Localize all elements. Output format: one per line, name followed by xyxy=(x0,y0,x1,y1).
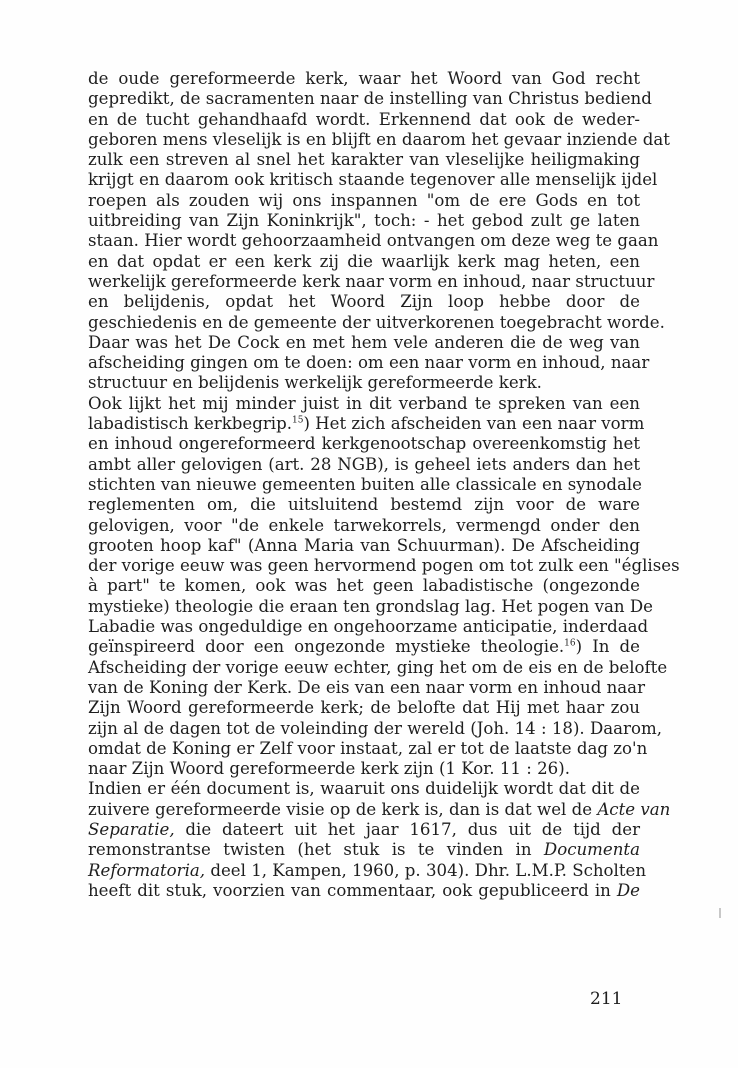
text-line xyxy=(88,292,640,312)
text-line xyxy=(88,150,640,170)
text-segment: afscheiding gingen om te doen: om een naar vorm en inhoud, naar xyxy=(88,353,650,373)
text-segment: staan. Hier wordt gehoorzaamheid ontvangen om deze weg te gaan xyxy=(88,231,659,251)
text-line xyxy=(88,434,640,454)
text-line xyxy=(88,394,640,414)
text-segment: Afscheiding der vorige eeuw echter, ging het om de eis en de belofte xyxy=(88,657,668,677)
text-line xyxy=(88,516,640,536)
text-segment: à part" te komen, ook was het geen labadistische (ongezonde xyxy=(88,576,640,596)
page-number: 211 xyxy=(590,989,623,1009)
text-segment: stichten van nieuwe gemeenten buiten alle classicale en synodale xyxy=(88,474,642,494)
text-segment: werkelijk gereformeerde kerk naar vorm en inhoud, naar structuur xyxy=(88,271,655,291)
text-segment: ) Het zich afscheiden van een naar vorm xyxy=(303,414,645,434)
text-line xyxy=(88,840,640,860)
text-line xyxy=(88,881,640,901)
text-segment: en inhoud ongereformeerd kerkgenootschap overeenkomstig het xyxy=(88,434,640,454)
text-line xyxy=(88,414,645,434)
text-line xyxy=(88,637,640,657)
text-segment: remonstrantse twisten (het stuk is te vinden in xyxy=(88,840,544,860)
text-line xyxy=(88,820,640,840)
text-line xyxy=(88,677,646,698)
text-segment: en de tucht gehandhaafd wordt. Erkennend dat ook de weder- xyxy=(88,109,640,129)
text-line xyxy=(88,596,653,617)
text-line xyxy=(88,353,650,373)
text-segment: geboren mens vleselijk is en blijft en daarom het gevaar inziende dat xyxy=(88,129,670,149)
text-segment: Documenta xyxy=(543,840,640,860)
text-segment: zulk een streven al snel het karakter van vleselijke heiligmaking xyxy=(88,150,640,170)
text-line xyxy=(88,129,670,150)
text-line xyxy=(88,333,640,353)
text-segment: gelovigen, voor "de enkele tarwekorrels, vermengd onder den xyxy=(88,515,640,535)
text-segment: Labadie was ongeduldige en ongehoorzame anticipatie, inderdaad xyxy=(88,617,649,637)
text-segment: de oude gereformeerde kerk, waar het Woord van God recht xyxy=(88,69,640,88)
footnote-ref: 16 xyxy=(564,638,576,649)
body-text xyxy=(88,69,680,901)
text-line xyxy=(88,738,648,759)
text-segment: labadistisch kerkbegrip. xyxy=(88,414,292,434)
text-line xyxy=(88,475,640,495)
text-line xyxy=(88,373,640,393)
text-segment: krijgt en daarom ook kritisch staande tegenover alle menselijk ijdel xyxy=(88,170,658,190)
text-segment: van de Koning der Kerk. De eis van een naar vorm en inhoud naar xyxy=(88,677,646,697)
text-line xyxy=(88,231,659,251)
text-segment: geïnspireerd door een ongezonde mystieke theologie. xyxy=(88,637,565,657)
text-segment: uitbreiding van Zijn Koninkrijk", toch: - het gebod zult ge laten xyxy=(88,211,640,231)
text-segment: en dat opdat er een kerk zij die waarlijk kerk mag heten, een xyxy=(88,251,640,271)
text-line xyxy=(88,191,640,211)
text-line xyxy=(88,110,640,130)
text-segment: Zijn Woord gereformeerde kerk; de belofte dat Hij met haar zou xyxy=(88,698,640,718)
text-segment: Indien er één document is, waaruit ons duidelijk wordt dat dit de xyxy=(88,779,640,799)
text-line xyxy=(88,170,658,190)
text-segment: die dateert uit het jaar 1617, dus uit de tijd der xyxy=(174,819,640,839)
text-line xyxy=(88,69,640,89)
text-line xyxy=(88,495,640,515)
text-line xyxy=(88,536,640,556)
text-segment: gepredikt, de sacramenten naar de instelling van Christus bediend xyxy=(88,89,652,109)
text-segment: De xyxy=(616,880,640,900)
text-segment: mystieke) theologie die eraan ten grondslag lag. Het pogen van De xyxy=(88,596,653,616)
text-line xyxy=(88,718,662,739)
text-line xyxy=(88,860,647,881)
text-line xyxy=(88,271,655,292)
text-line xyxy=(88,617,649,637)
text-segment: roepen als zouden wij ons inspannen "om de ere Gods en tot xyxy=(88,190,640,210)
text-segment: structuur en belijdenis werkelijk gereformeerde kerk. xyxy=(88,373,542,393)
text-segment: Daar was het De Cock en met hem vele anderen die de weg van xyxy=(88,332,640,352)
text-line xyxy=(88,252,640,272)
text-segment: grooten hoop kaf" (Anna Maria van Schuurman). De Afscheiding xyxy=(88,535,640,555)
text-segment: ambt aller gelovigen (art. 28 NGB), is geheel iets anders dan het xyxy=(88,454,640,474)
text-line xyxy=(88,799,671,820)
text-line xyxy=(88,455,640,475)
text-segment: deel 1, Kampen, 1960, p. 304). Dhr. L.M.P. Scholten xyxy=(205,860,647,880)
text-segment: en belijdenis, opdat het Woord Zijn loop hebbe door de xyxy=(88,292,640,312)
text-segment: reglementen om, die uitsluitend bestemd zijn voor de ware xyxy=(88,495,640,515)
text-segment: geschiedenis en de gemeente der uitverkorenen toegebracht worde. xyxy=(88,312,665,332)
text-segment: Separatie, xyxy=(88,819,175,839)
text-segment: Acte van xyxy=(597,799,671,819)
text-line xyxy=(88,657,668,678)
text-segment: der vorige eeuw was geen hervormend pogen om tot zulk een "églises xyxy=(88,556,680,576)
text-line xyxy=(88,576,640,596)
text-segment: heeft dit stuk, voorzien van commentaar, ook gepubliceerd in xyxy=(88,880,617,900)
text-segment: Ook lijkt het mij minder juist in dit verband te spreken van een xyxy=(88,393,640,413)
text-line xyxy=(88,759,640,779)
text-line xyxy=(88,89,652,109)
text-segment: zuivere gereformeerde visie op de kerk is, dan is dat wel de xyxy=(88,799,598,819)
footnote-ref: 15 xyxy=(291,415,304,426)
text-segment: Reformatoria, xyxy=(88,860,206,880)
text-line xyxy=(88,556,680,576)
text-line xyxy=(88,211,640,231)
text-line xyxy=(88,312,665,333)
text-segment: ) In de xyxy=(575,637,640,657)
text-segment: zijn al de dagen tot de voleinding der wereld (Joh. 14 : 18). Daarom, xyxy=(88,718,662,738)
text-segment: naar Zijn Woord gereformeerde kerk zijn (1 Kor. 11 : 26). xyxy=(88,759,570,779)
margin-mark xyxy=(719,908,721,918)
text-segment: omdat de Koning er Zelf voor instaat, zal er tot de laatste dag zo'n xyxy=(88,738,648,758)
text-line xyxy=(88,698,640,718)
text-line xyxy=(88,779,640,799)
